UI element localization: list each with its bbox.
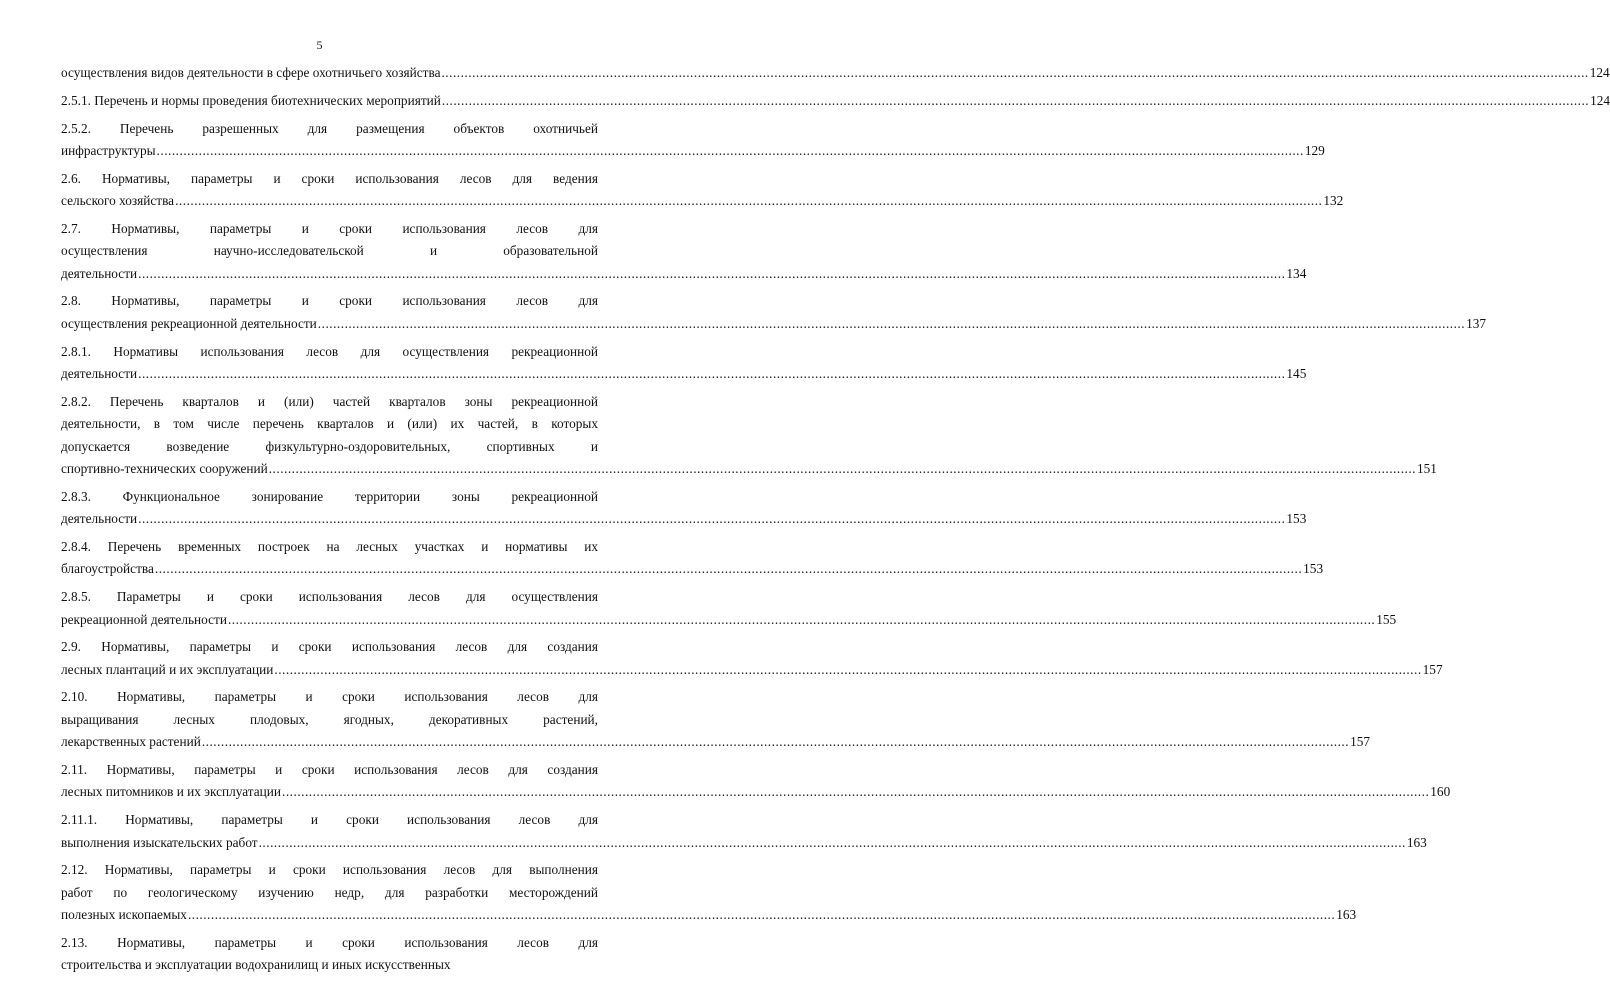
toc-entry-last-line (61, 659, 1443, 681)
toc-entry-text: 2.13. Нормативы, параметры и сроки использования лесов для (61, 934, 598, 950)
toc-entry-text: полезных ископаемых (61, 907, 187, 923)
toc-entry (61, 636, 1443, 681)
toc-entry (61, 391, 1437, 481)
toc-entry-last-line (61, 363, 1307, 385)
toc-entry (61, 218, 1307, 285)
toc-entry (61, 932, 598, 977)
toc-entry-text: деятельности (61, 366, 138, 382)
toc-entry-text: выращивания лесных плодовых, ягодных, декоративных растений, (61, 711, 598, 727)
toc-entry-last-line (61, 458, 1437, 480)
toc-entry-last-line (61, 609, 1397, 631)
toc-entry-last-line (61, 190, 1344, 212)
dot-leader: ............................................................................................................................................................................................................................................................................................................ (268, 460, 1416, 476)
dot-leader: ............................................................................................................................................................................................................................................................................................................ (201, 734, 1350, 750)
toc-entry-last-line (61, 508, 1307, 530)
toc-entry (61, 759, 1451, 804)
toc-entry-text: 2.11. Нормативы, параметры и сроки использования лесов для создания (61, 762, 598, 778)
toc-entry-text: осуществления научно-исследовательской и образовательной (61, 243, 598, 259)
toc-entry-text: строительства и эксплуатации водохранилищ и иных искусственных (61, 957, 451, 973)
toc-entry-text: лесных питомников и их эксплуатации (61, 784, 282, 800)
toc-entry-text: спортивно-технических сооружений (61, 460, 268, 476)
toc-page-number: 151 (1417, 460, 1437, 476)
toc-entry-text: 2.8.4. Перечень временных построек на лесных участках и нормативы их (61, 538, 598, 554)
toc-entry-text: 2.12. Нормативы, параметры и сроки использования лесов для выполнения (61, 862, 598, 878)
toc-page-number: 160 (1430, 784, 1451, 800)
toc-entry-text: 2.8.1. Нормативы использования лесов для осуществления рекреационной (61, 343, 598, 359)
toc-entry-last-line (61, 140, 1325, 162)
toc-entry-text: 2.11.1. Нормативы, параметры и сроки использования лесов для (61, 812, 598, 828)
toc-page-number: 155 (1376, 611, 1397, 627)
toc-entry-text: 2.8.3. Функциональное зонирование территории зоны рекреационной (61, 488, 598, 504)
toc-page-number: 124 (1589, 65, 1610, 80)
toc-entry-text: 2.8.2. Перечень кварталов и (или) частей кварталов зоны рекреационной (61, 393, 598, 409)
toc-entry-text: рекреационной деятельности (61, 611, 227, 627)
dot-leader: ............................................................................................................................................................................................................................................................................................................ (282, 784, 1430, 800)
toc-entry-text: благоустройства (61, 561, 154, 577)
toc-entry-text: 2.9. Нормативы, параметры и сроки использования лесов для создания (61, 639, 598, 655)
toc-entry-last-line (61, 90, 1610, 112)
toc-entry-text: деятельности, в том числе перечень кварталов и (или) их частей, в которых (61, 416, 598, 432)
toc-page-number: 129 (1304, 142, 1325, 158)
toc-page-number: 145 (1286, 366, 1307, 382)
toc-entry-last-line (61, 263, 1307, 285)
toc-page-number: 153 (1303, 561, 1324, 577)
toc-page-number: 132 (1323, 193, 1344, 209)
toc-page-number: 163 (1406, 834, 1427, 850)
toc-entry (61, 536, 1324, 581)
dot-leader: ............................................................................................................................................................................................................................................................................................................ (187, 907, 1336, 923)
toc-page-number: 163 (1336, 907, 1357, 923)
toc-entry (61, 90, 1610, 112)
toc-entry-text: 2.8.5. Параметры и сроки использования лесов для осуществления (61, 589, 598, 605)
dot-leader: ............................................................................................................................................................................................................................................................................................................ (227, 611, 1376, 627)
toc-entry (61, 586, 1397, 631)
toc-entry-text: 2.6. Нормативы, параметры и сроки использования лесов для ведения (61, 170, 598, 186)
toc-entry-text: осуществления рекреационной деятельности (61, 315, 317, 331)
toc-entry-text: сельского хозяйства (61, 193, 175, 209)
toc-entry-last-line (61, 832, 1427, 854)
toc-entry-text: осуществления видов деятельности в сфере охотничьего хозяйства (61, 65, 441, 80)
toc-entry-text: 2.8. Нормативы, параметры и сроки использования лесов для (61, 293, 598, 309)
dot-leader: ............................................................................................................................................................................................................................................................................................................ (138, 366, 1286, 382)
toc-entry (61, 859, 1357, 926)
toc-entry (61, 809, 1427, 854)
dot-leader: ............................................................................................................................................................................................................................................................................................................ (154, 561, 1303, 577)
toc-entry (61, 290, 1487, 335)
dot-leader: ............................................................................................................................................................................................................................................................................................................ (441, 92, 1590, 108)
dot-leader: ............................................................................................................................................................................................................................................................................................................ (138, 511, 1286, 527)
toc-entry-last-line (61, 313, 1487, 335)
toc-entry-text: допускается возведение физкультурно-оздоровительных, спортивных и (61, 438, 598, 454)
toc-entry-text: 2.10. Нормативы, параметры и сроки использования лесов для (61, 689, 598, 705)
toc-page-number: 134 (1286, 265, 1307, 281)
dot-leader: ............................................................................................................................................................................................................................................................................................................ (138, 265, 1286, 281)
toc-entry-text: лекарственных растений (61, 734, 201, 750)
toc-entry-text: работ по геологическому изучению недр, для разработки месторождений (61, 884, 598, 900)
toc-entry (61, 168, 1344, 213)
toc-entry-text: выполнения изыскательских работ (61, 834, 258, 850)
dot-leader: ............................................................................................................................................................................................................................................................................................................ (274, 661, 1422, 677)
dot-leader: ............................................................................................................................................................................................................................................................................................................ (441, 65, 1589, 80)
toc-entry-last-line (61, 62, 1610, 84)
toc-entry (61, 341, 1307, 386)
toc-entry-last-line (61, 558, 1324, 580)
toc-page-number: 157 (1422, 661, 1443, 677)
toc-entry (61, 486, 1307, 531)
toc-entry-text: деятельности (61, 511, 138, 527)
dot-leader: ............................................................................................................................................................................................................................................................................................................ (156, 142, 1304, 158)
toc-entry-text: 2.7. Нормативы, параметры и сроки использования лесов для (61, 220, 598, 236)
toc-entry-last-line (61, 781, 1451, 803)
table-of-contents (61, 62, 1610, 982)
toc-entry-last-line (61, 731, 1371, 753)
toc-entry-last-line (61, 904, 1357, 926)
toc-page-number: 153 (1286, 511, 1307, 527)
toc-entry-text: 2.5.1. Перечень и нормы проведения биотехнических мероприятий (61, 92, 441, 108)
toc-entry-text: деятельности (61, 265, 138, 281)
toc-entry-text: инфраструктуры (61, 142, 156, 158)
toc-page-number: 157 (1350, 734, 1371, 750)
toc-page-number: 137 (1466, 315, 1487, 331)
toc-entry-text: 2.5.2. Перечень разрешенных для размещения объектов охотничьей (61, 120, 598, 136)
dot-leader: ............................................................................................................................................................................................................................................................................................................ (258, 834, 1406, 850)
toc-entry (61, 686, 1371, 753)
dot-leader: ............................................................................................................................................................................................................................................................................................................ (175, 193, 1323, 209)
page-number: 5 (316, 38, 323, 52)
toc-entry (61, 62, 1610, 84)
toc-entry (61, 118, 1325, 163)
toc-page-number: 124 (1590, 92, 1610, 108)
toc-entry-text: лесных плантаций и их эксплуатации (61, 661, 274, 677)
dot-leader: ............................................................................................................................................................................................................................................................................................................ (317, 315, 1466, 331)
